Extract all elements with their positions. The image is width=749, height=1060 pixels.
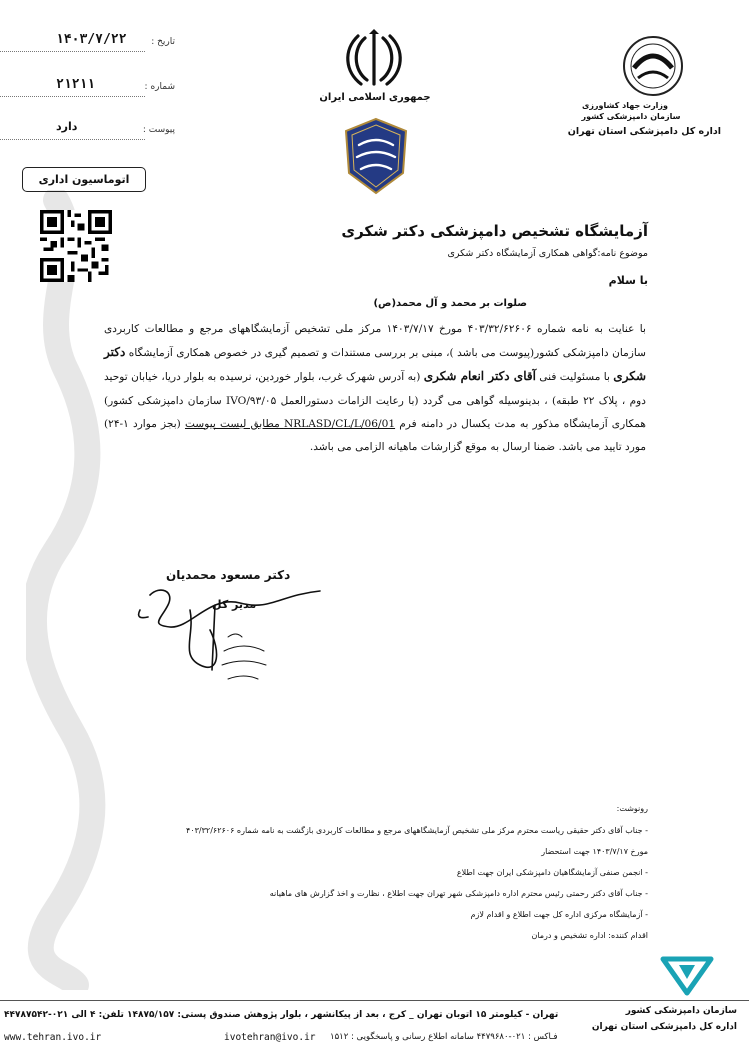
ivo-logo-icon bbox=[657, 955, 717, 997]
automation-box: اتوماسیون اداری bbox=[22, 167, 146, 192]
greeting: با سلام bbox=[608, 274, 648, 287]
ivo-name: سازمان دامپزشکی کشور bbox=[625, 1006, 737, 1016]
org-name: سازمان دامپزشکی کشور bbox=[581, 112, 681, 121]
date-value: ۱۴۰۳/۷/۲۲ bbox=[56, 32, 127, 47]
signatory-name: دکتر مسعود محمدیان bbox=[166, 568, 291, 582]
prepared-by: اقدام کننده: اداره تشخیص و درمان bbox=[531, 931, 648, 940]
footer-website[interactable]: www.tehran.ivo.ir bbox=[4, 1032, 102, 1043]
signatory-role: مدیر کل bbox=[212, 598, 257, 611]
cc-item: - انجمن صنفی آزمایشگاهیان دامپزشکی ایران جهت اطلاع bbox=[456, 868, 648, 877]
body-part-1: با عنایت به نامه شماره ۴۰۳/۳۲/۶۲۶۰۶ مورخ ۱۴۰۳/۷/۱۷ مرکز ملی تشخیص آزمایشگاههای مرجع و مطالعات کاربردی سازمان دامپزشکی کشور(پیوست می باشد )، مبنی بر بررسی مستندات و تصمیم گیری در خصوص همکاری آزمایشگاه bbox=[104, 323, 646, 360]
cc-item: - آزمایشگاه مرکزی اداره کل جهت اطلاع و اقدام لازم bbox=[470, 910, 648, 919]
number-value: ۲۱۲۱۱ bbox=[56, 77, 96, 92]
lab-name-bold: دکتر شکری bbox=[104, 345, 646, 384]
footer-fax: فـاکس : ۰۲۱-۴۴۷۹۶۸۰ سامانه اطلاع رسانی و پاسخگویی : ۱۵۱۲ bbox=[330, 1032, 558, 1042]
date-label: تاریخ : bbox=[151, 37, 175, 47]
footer-divider bbox=[0, 1000, 749, 1001]
department-name: اداره کل دامپزشکی استان تهران bbox=[567, 126, 721, 137]
footer-email[interactable]: ivotehran@ivo.ir bbox=[224, 1032, 316, 1043]
attachment-label: پیوست : bbox=[142, 125, 175, 135]
calligraphy-watermark bbox=[26, 190, 106, 990]
body-part-2: با مسئولیت فنی bbox=[535, 371, 614, 384]
iran-emblem-icon bbox=[343, 28, 405, 88]
body-part-4: (بجز موارد ۱-۲۴) مورد تایید می باشد. ضمنا ارسال به موقع گزارشات ماهیانه الزامی می باشد. bbox=[104, 417, 646, 454]
ministry-name: وزارت جهاد کشاورزی bbox=[581, 101, 668, 110]
date-field bbox=[0, 32, 175, 54]
footer-address: تهران - کیلومتر ۱۵ اتوبان تهران _ کرج ، بعد از پیکانشهر ، بلوار پژوهش صندوق پستی: ۱۴۸۷۵/۱۵۷ تلفن: ۴ الی ۰۲۱-۴۴۷۸۷۵۴۲ bbox=[4, 1010, 559, 1020]
qr-code bbox=[40, 210, 112, 282]
letter-title: آزمایشگاه تشخیص دامپزشکی دکتر شکری bbox=[341, 222, 648, 240]
cc-item: - جناب آقای دکتر حقیقی ریاست محترم مرکز ملی تشخیص آزمایشگاههای مرجع و مطالعات کاربردی بازگشت به نامه شماره ۴۰۳/۳۲/۶۲۶۰۶ bbox=[186, 826, 648, 835]
technical-manager-bold: آقای دکتر انعام شکری bbox=[423, 369, 536, 384]
number-label: شماره : bbox=[144, 82, 175, 92]
attachment-field bbox=[0, 120, 175, 142]
cc-title: رونوشت: bbox=[616, 804, 648, 813]
salavat: صلوات بر محمد و آل محمد(ص) bbox=[373, 298, 527, 309]
attachment-value: دارد bbox=[56, 120, 78, 133]
ivo-subtitle: اداره کل دامپزشکی استان تهران bbox=[591, 1022, 737, 1032]
republic-title: جمهوری اسلامی ایران bbox=[319, 92, 431, 103]
letter-body bbox=[104, 318, 646, 459]
cc-item: - جناب آقای دکتر رحمتی رئیس محترم اداره دامپزشکی شهر تهران جهت اطلاع ، نظارت و اخذ گزارش های ماهیانه bbox=[269, 889, 648, 898]
production-slogan-badge bbox=[343, 117, 409, 195]
letter-subject: موضوع نامه:گواهی همکاری آزمایشگاه دکتر شکری bbox=[447, 248, 648, 259]
jahad-keshavarzi-logo-icon bbox=[618, 34, 688, 98]
body-part-3: (به آدرس شهرک غرب، بلوار خوردین، نرسیده به بلوار دریا، خیابان توحید دوم ، پلاک ۲۲ طبقه) ، بدینوسیله گواهی می گردد (با رعایت الزامات دستورالعمل IVO/۹۳/۰۵ سازمان دامپزشکی کشور) همکاری آزمایشگاه مذکور به مدت یکسال در دامنه فرم bbox=[104, 371, 647, 430]
form-reference-underlined: NRLASD/CL/L/06/01 مطابق لیست پیوست bbox=[184, 417, 396, 430]
cc-item: مورخ ۱۴۰۳/۷/۱۷ جهت استحضار bbox=[541, 847, 648, 856]
number-field bbox=[0, 77, 175, 99]
